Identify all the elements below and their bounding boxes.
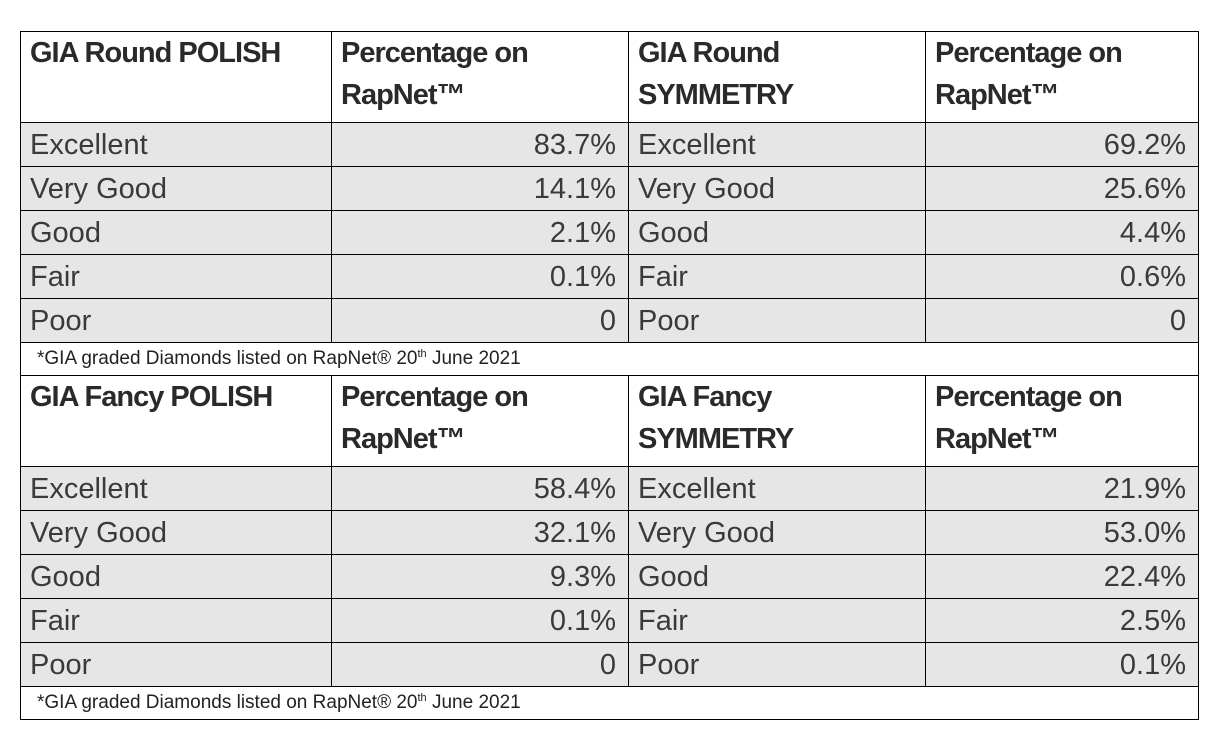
- percentage-cell: 53.0%: [926, 511, 1199, 555]
- percentage-cell: 22.4%: [926, 555, 1199, 599]
- grade-cell: Very Good: [629, 167, 926, 211]
- grade-cell: Excellent: [629, 467, 926, 511]
- table-row: [21, 167, 1199, 211]
- grade-cell: Fair: [629, 255, 926, 299]
- grade-cell: Very Good: [629, 511, 926, 555]
- percentage-cell: 0: [926, 299, 1199, 343]
- percentage-cell: 0.1%: [926, 643, 1199, 687]
- grade-cell: Fair: [21, 255, 332, 299]
- grade-cell: Very Good: [21, 167, 332, 211]
- grade-cell: Excellent: [21, 467, 332, 511]
- grade-cell: Good: [21, 211, 332, 255]
- percentage-cell: 0: [332, 643, 629, 687]
- grade-cell: Excellent: [629, 123, 926, 167]
- table-row: [21, 511, 1199, 555]
- percentage-cell: 2.1%: [332, 211, 629, 255]
- percentage-cell: 0.1%: [332, 599, 629, 643]
- table-row: [21, 299, 1199, 343]
- footnote: [21, 687, 1199, 720]
- grade-cell: Good: [629, 555, 926, 599]
- grade-cell: Poor: [21, 299, 332, 343]
- percentage-cell: 14.1%: [332, 167, 629, 211]
- header-cell: Percentage on RapNet™: [332, 32, 629, 123]
- table-row: [21, 599, 1199, 643]
- percentage-cell: 83.7%: [332, 123, 629, 167]
- grade-cell: Poor: [629, 643, 926, 687]
- grade-cell: Poor: [21, 643, 332, 687]
- percentage-cell: 0.1%: [332, 255, 629, 299]
- footnote-date: June 2021: [426, 348, 521, 369]
- header-cell: Percentage on RapNet™: [926, 376, 1199, 467]
- table-row: [21, 255, 1199, 299]
- footnote: [21, 343, 1199, 376]
- table-row: [21, 555, 1199, 599]
- header-cell: GIA Round SYMMETRY: [629, 32, 926, 123]
- percentage-cell: 9.3%: [332, 555, 629, 599]
- footnote-superscript: th: [417, 348, 427, 360]
- percentage-cell: 0: [332, 299, 629, 343]
- footnote-text: *GIA graded Diamonds listed on RapNet® 20: [37, 692, 418, 713]
- table-row: [21, 123, 1199, 167]
- header-cell: Percentage on RapNet™: [332, 376, 629, 467]
- footnote-date: June 2021: [426, 692, 521, 713]
- grade-cell: Fair: [629, 599, 926, 643]
- grade-cell: Poor: [629, 299, 926, 343]
- percentage-cell: 21.9%: [926, 467, 1199, 511]
- rapnet-grade-table: [20, 31, 1199, 720]
- table-header-row: [21, 376, 1199, 467]
- header-cell: GIA Round POLISH: [21, 32, 332, 123]
- grade-cell: Excellent: [21, 123, 332, 167]
- percentage-cell: 25.6%: [926, 167, 1199, 211]
- percentage-cell: 32.1%: [332, 511, 629, 555]
- table-row: [21, 467, 1199, 511]
- header-cell: GIA Fancy SYMMETRY: [629, 376, 926, 467]
- footnote-text: *GIA graded Diamonds listed on RapNet® 20: [37, 348, 418, 369]
- table-row: [21, 211, 1199, 255]
- percentage-cell: 4.4%: [926, 211, 1199, 255]
- table-row: [21, 643, 1199, 687]
- footnote-superscript: th: [417, 692, 427, 704]
- percentage-cell: 2.5%: [926, 599, 1199, 643]
- grade-cell: Good: [629, 211, 926, 255]
- grade-cell: Good: [21, 555, 332, 599]
- header-cell: GIA Fancy POLISH: [21, 376, 332, 467]
- footnote-row: [21, 343, 1199, 376]
- table-header-row: [21, 32, 1199, 123]
- grade-cell: Fair: [21, 599, 332, 643]
- grade-cell: Very Good: [21, 511, 332, 555]
- percentage-cell: 69.2%: [926, 123, 1199, 167]
- percentage-cell: 0.6%: [926, 255, 1199, 299]
- footnote-row: [21, 687, 1199, 720]
- header-cell: Percentage on RapNet™: [926, 32, 1199, 123]
- percentage-cell: 58.4%: [332, 467, 629, 511]
